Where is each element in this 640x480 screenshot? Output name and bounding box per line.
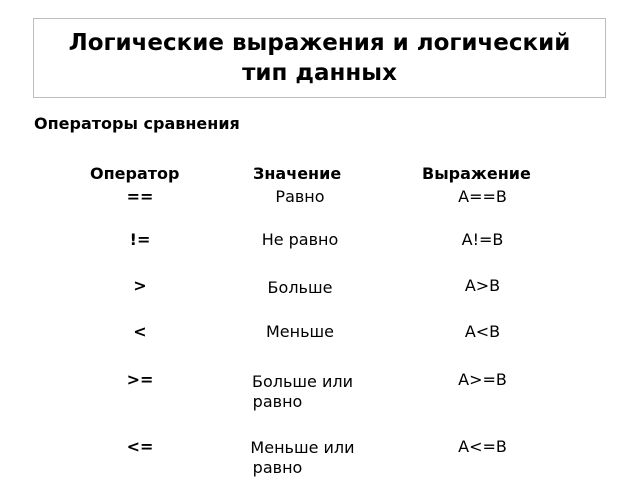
section-subtitle: Операторы сравнения: [34, 114, 240, 133]
cell-expression: A==B: [458, 187, 507, 206]
cell-expression: A<B: [464, 322, 501, 341]
cell-meaning: Меньше: [265, 322, 335, 341]
cell-expression: A>=B: [458, 370, 507, 389]
cell-operator: <: [133, 322, 147, 341]
cell-meaning: Равно: [275, 187, 325, 206]
cell-meaning: Больше: [267, 278, 333, 297]
cell-operator: !=: [129, 230, 151, 249]
cell-expression: A<=B: [458, 437, 507, 456]
cell-meaning: Меньше или: [250, 438, 355, 457]
title-box: [33, 18, 606, 98]
header-expression: Выражение: [422, 164, 531, 183]
cell-expression: A>B: [464, 276, 501, 295]
cell-expression: A!=B: [461, 230, 504, 249]
cell-operator: >: [133, 276, 147, 295]
cell-operator: >=: [126, 370, 154, 389]
cell-operator: <=: [126, 437, 154, 456]
cell-meaning: Не равно: [261, 230, 339, 249]
cell-meaning-cont: равно: [252, 458, 303, 477]
slide-title: Логические выражения и логический тип данных: [68, 30, 571, 86]
cell-meaning-cont: равно: [252, 392, 303, 411]
header-meaning: Значение: [253, 164, 342, 183]
cell-operator: ==: [126, 187, 154, 206]
cell-meaning: Больше или: [251, 372, 353, 391]
header-operator: Оператор: [90, 164, 180, 183]
